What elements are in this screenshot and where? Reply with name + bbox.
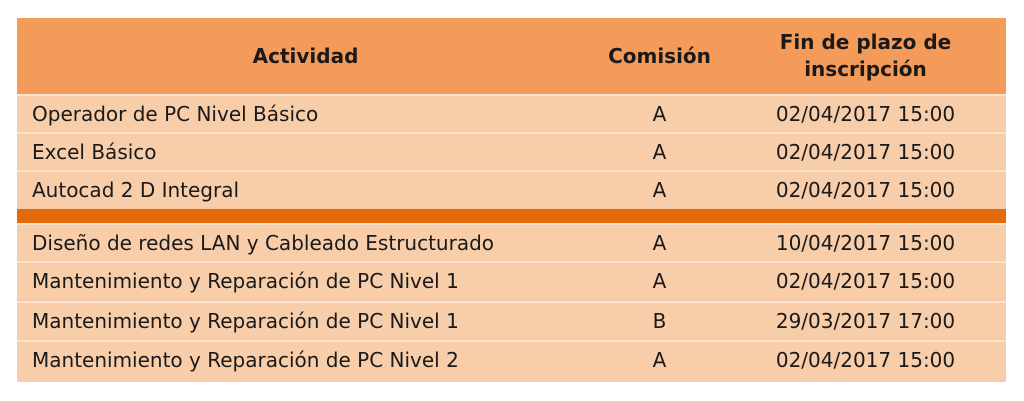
group-separator (17, 209, 1006, 223)
cell-actividad: Mantenimiento y Reparación de PC Nivel 1 (32, 308, 459, 333)
inscription-table (17, 18, 1006, 382)
table-row (17, 261, 1006, 298)
table-row (17, 223, 1006, 260)
cell-comision: B (652, 308, 667, 333)
cell-actividad: Excel Básico (32, 139, 157, 164)
table-row (17, 340, 1006, 382)
cell-fin-plazo: 02/04/2017 15:00 (775, 268, 956, 293)
table-header (17, 18, 1006, 94)
cell-fin-plazo: 02/04/2017 15:00 (775, 101, 956, 126)
cell-fin-plazo: 10/04/2017 15:00 (775, 230, 956, 255)
header-fin-plazo (725, 18, 1006, 94)
cell-actividad: Mantenimiento y Reparación de PC Nivel 2 (32, 347, 459, 372)
header-comision: Comisión (608, 43, 711, 68)
cell-fin-plazo: 02/04/2017 15:00 (775, 347, 956, 372)
cell-comision: A (652, 230, 667, 255)
cell-fin-plazo: 29/03/2017 17:00 (775, 308, 956, 333)
header-fin-plazo-label: Fin de plazo de inscripción (779, 30, 952, 81)
cell-fin-plazo: 02/04/2017 15:00 (775, 139, 956, 164)
cell-comision: A (652, 139, 667, 164)
cell-comision: A (652, 347, 667, 372)
cell-actividad: Mantenimiento y Reparación de PC Nivel 1 (32, 268, 459, 293)
header-actividad: Actividad (252, 43, 359, 68)
cell-comision: A (652, 268, 667, 293)
cell-actividad: Operador de PC Nivel Básico (32, 101, 319, 126)
cell-actividad: Diseño de redes LAN y Cableado Estructurado (32, 230, 495, 255)
table-row (17, 301, 1006, 338)
cell-comision: A (652, 177, 667, 202)
table-row (17, 132, 1006, 169)
cell-fin-plazo: 02/04/2017 15:00 (775, 177, 956, 202)
table-row (17, 170, 1006, 207)
cell-actividad: Autocad 2 D Integral (32, 177, 240, 202)
table-row (17, 94, 1006, 131)
cell-comision: A (652, 101, 667, 126)
